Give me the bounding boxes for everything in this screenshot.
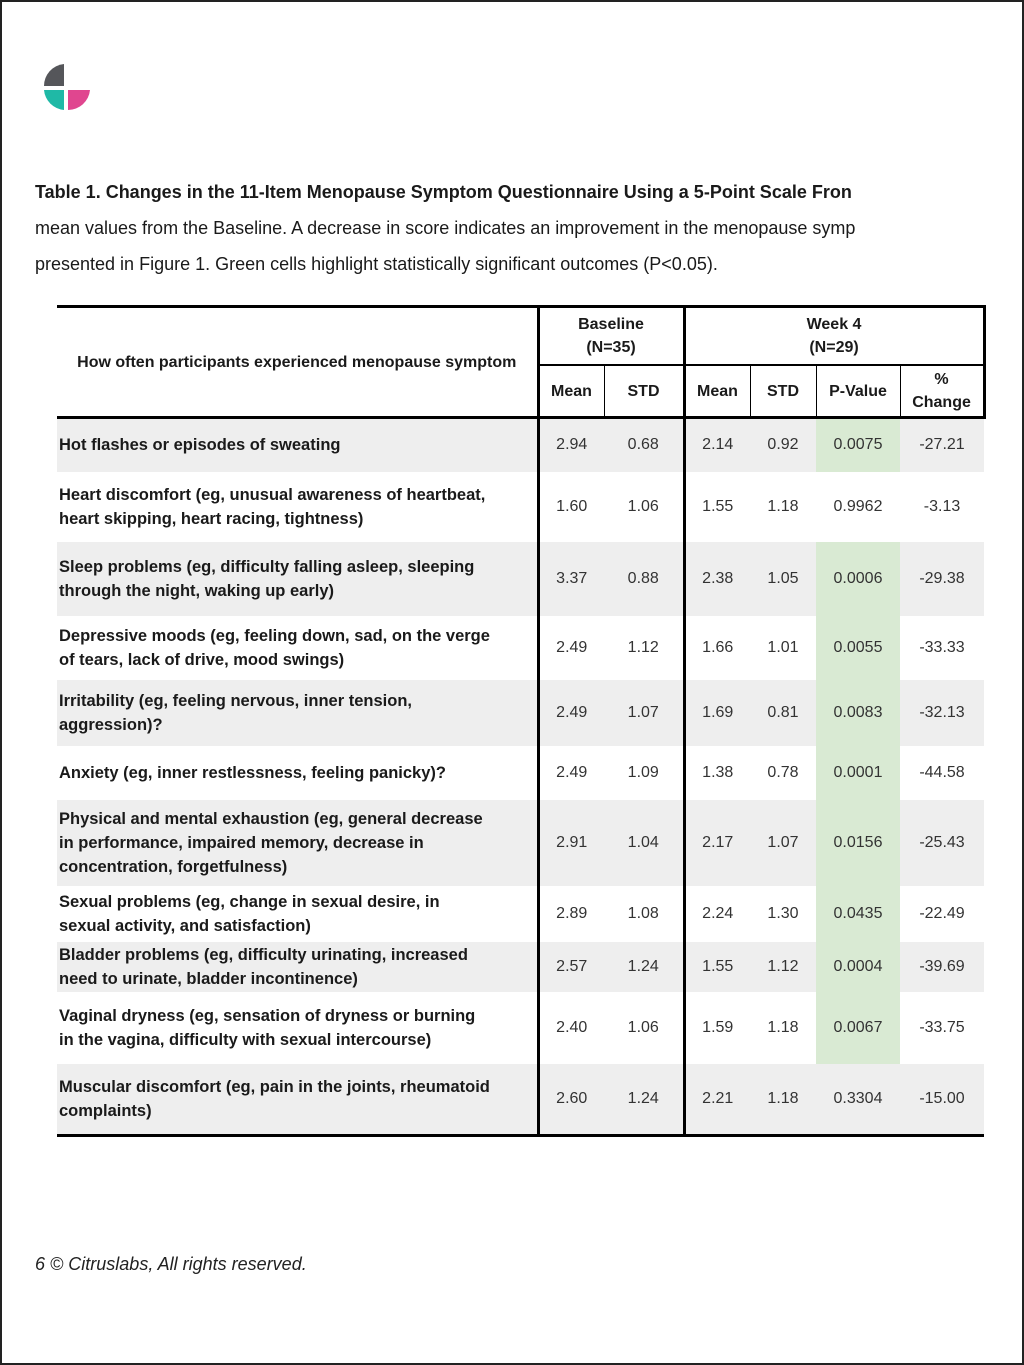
caption-line-3: presented in Figure 1. Green cells highlight statistically significant outcomes (P<0.05). [35,254,718,274]
pvalue-cell: 0.0075 [816,418,900,472]
baseline-header: Baseline (N=35) [538,307,684,366]
baseline-std-cell: 1.12 [627,638,659,656]
week4-mean-cell: 1.55 [684,472,750,542]
symptom-label: Hot flashes or episodes of sweating [57,418,538,472]
baseline-std-cell: 1.08 [627,904,659,922]
table-row [57,992,984,1064]
percent-change-cell: -39.69 [900,942,984,992]
week4-std-cell: 0.78 [767,763,799,781]
pvalue-cell: 0.0435 [816,886,900,942]
symptom-label: Irritability (eg, feeling nervous, inner tension, aggression)? [57,680,538,746]
week4-std-header: STD [750,365,816,418]
percent-change-cell: -44.58 [919,763,965,781]
pvalue-cell: 0.0055 [816,616,900,680]
baseline-std-cell: 1.06 [627,497,659,515]
pvalue-cell: 0.0156 [816,800,900,886]
table-row [57,680,984,746]
caption-title: Table 1. Changes in the 11-Item Menopause Symptom Questionnaire Using a 5-Point Scale Fron [35,182,852,202]
baseline-std-header: STD [604,365,684,418]
symptom-label: Depressive moods (eg, feeling down, sad, on the verge of tears, lack of drive, mood swings) [59,626,490,669]
symptom-label: Physical and mental exhaustion (eg, general decrease in performance, impaired memory, decrease in concentration, forgetfulness) [57,800,538,886]
week4-mean-cell: 1.55 [684,942,750,992]
page-number: 6 [35,1254,46,1274]
table-row [57,800,984,886]
percent-change-cell: -33.33 [919,638,965,656]
baseline-std-cell: 1.06 [627,1018,659,1036]
table-row [57,472,984,542]
baseline-std-cell: 0.88 [604,542,684,616]
symptom-label: Sleep problems (eg, difficulty falling asleep, sleeping through the night, waking up early) [57,542,538,616]
baseline-mean-cell: 2.49 [538,746,604,800]
baseline-std-cell: 1.09 [627,763,659,781]
week4-mean-cell: 1.66 [684,616,750,680]
baseline-mean-cell: 2.40 [538,992,604,1064]
symptom-label: Heart discomfort (eg, unusual awareness of heartbeat, heart skipping, heart racing, tightness) [59,485,486,528]
week4-std-cell: 1.30 [767,904,799,922]
percent-change-cell: -32.13 [900,680,984,746]
symptom-column-header: How often participants experienced menopause symptom [57,307,538,418]
week4-std-cell: 1.07 [750,800,816,886]
week4-mean-cell: 1.59 [684,992,750,1064]
pvalue-cell: 0.0083 [816,680,900,746]
table-row [57,886,984,942]
percent-change-cell: -29.38 [900,542,984,616]
week4-std-cell: 0.92 [750,418,816,472]
table-caption [35,174,1024,282]
table-row [57,1064,984,1136]
week4-std-cell: 1.18 [767,1018,799,1036]
week4-mean-cell: 2.38 [684,542,750,616]
baseline-mean-cell: 2.57 [538,942,604,992]
baseline-mean-cell: 2.60 [538,1064,604,1136]
pvalue-cell: 0.0004 [816,942,900,992]
percent-change-header: % Change [900,365,984,418]
baseline-mean-cell: 2.49 [538,616,604,680]
week4-std-cell: 0.81 [750,680,816,746]
caption-line-2: mean values from the Baseline. A decrease in score indicates an improvement in the menopause symp [35,218,856,238]
baseline-mean-cell: 2.91 [538,800,604,886]
week4-mean-cell: 2.14 [684,418,750,472]
table-row [57,616,984,680]
baseline-std-cell: 1.07 [604,680,684,746]
percent-change-cell: -27.21 [900,418,984,472]
pvalue-cell: 0.0067 [816,992,900,1064]
table-body [57,418,984,1136]
table-row [57,542,984,616]
pvalue-cell: 0.0001 [816,746,900,800]
symptom-label: Vaginal dryness (eg, sensation of dryness or burning in the vagina, difficulty with sexual intercourse) [59,1006,476,1049]
baseline-std-cell: 1.04 [604,800,684,886]
results-table [57,305,986,1137]
symptom-label: Anxiety (eg, inner restlessness, feeling panicky)? [59,763,446,782]
week4-mean-cell: 2.17 [684,800,750,886]
week4-mean-cell: 2.21 [684,1064,750,1136]
week4-std-cell: 1.01 [767,638,799,656]
percent-change-cell: -3.13 [923,497,961,515]
percent-change-cell: -22.49 [919,904,965,922]
baseline-mean-cell: 2.49 [538,680,604,746]
percent-change-cell: -33.75 [919,1018,965,1036]
week4-std-cell: 1.18 [750,1064,816,1136]
symptom-label: Sexual problems (eg, change in sexual desire, in sexual activity, and satisfaction) [59,892,440,935]
week4-std-cell: 1.05 [750,542,816,616]
baseline-mean-header: Mean [538,365,604,418]
week4-std-cell: 1.12 [750,942,816,992]
copyright-text: © Citruslabs, All rights reserved. [50,1254,307,1274]
week4-mean-cell: 1.69 [684,680,750,746]
week4-std-cell: 1.18 [767,497,799,515]
week4-mean-cell: 2.24 [684,886,750,942]
pvalue-cell: 0.3304 [816,1064,900,1136]
symptom-label: Bladder problems (eg, difficulty urinating, increased need to urinate, bladder incontinence) [57,942,538,992]
symptom-label: Muscular discomfort (eg, pain in the joints, rheumatoid complaints) [57,1064,538,1136]
citruslabs-logo [42,62,92,112]
baseline-std-cell: 1.24 [604,1064,684,1136]
pvalue-cell: 0.0006 [816,542,900,616]
percent-change-cell: -15.00 [900,1064,984,1136]
baseline-std-cell: 1.24 [604,942,684,992]
baseline-mean-cell: 2.89 [538,886,604,942]
week4-mean-cell: 1.38 [684,746,750,800]
baseline-mean-cell: 2.94 [538,418,604,472]
percent-change-cell: -25.43 [900,800,984,886]
table-row [57,942,984,992]
pvalue-cell: 0.9962 [833,497,883,515]
page-footer [35,1254,307,1275]
week4-mean-header: Mean [684,365,750,418]
week4-header: Week 4 (N=29) [684,307,984,366]
baseline-std-cell: 0.68 [604,418,684,472]
pvalue-header: P-Value [816,365,900,418]
baseline-mean-cell: 3.37 [538,542,604,616]
baseline-mean-cell: 1.60 [538,472,604,542]
table-row [57,418,984,472]
table-row [57,746,984,800]
